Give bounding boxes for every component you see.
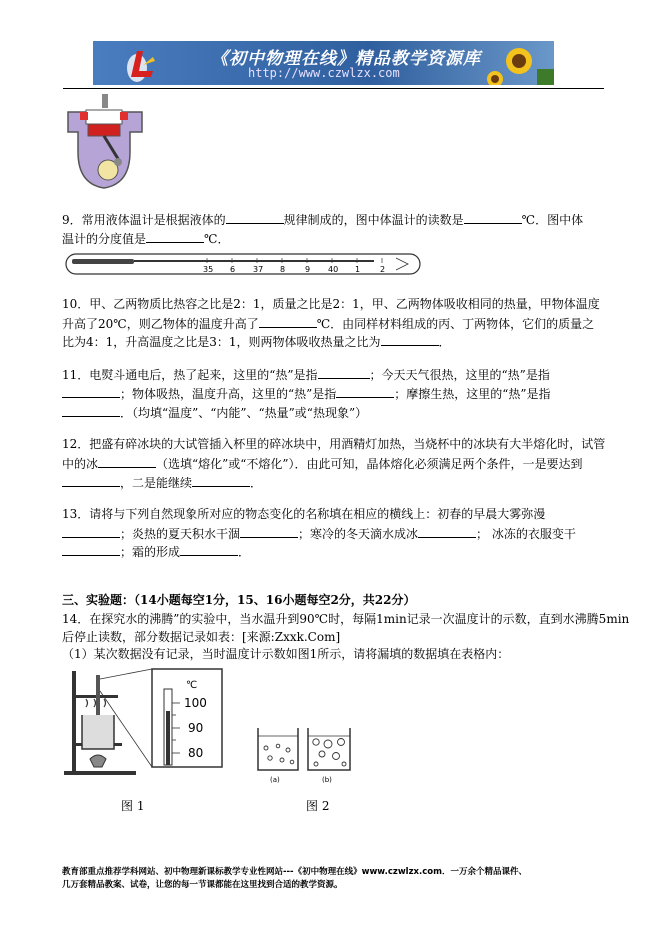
q13-text-b: ；寒冷的冬天滴水成冰 bbox=[298, 527, 419, 541]
q10-text-b: ℃．由同样材料组成的丙、丁两物体，它们的质量之 bbox=[316, 317, 595, 331]
thermo-tick-7: 2 bbox=[380, 265, 386, 274]
q10-line-2 bbox=[62, 315, 594, 332]
beaker-b-label: (b) bbox=[322, 776, 332, 784]
q12-line-1: 12．把盛有碎冰块的大试管插入杯里的碎冰块中，用酒精灯加热，当烧杯中的冰块有大半熔化时，试管 bbox=[62, 437, 606, 451]
q13-text-d: ；霜的形成 bbox=[120, 545, 181, 559]
q13-line-2 bbox=[62, 525, 576, 542]
thermo-tick-1: 6 bbox=[230, 265, 236, 274]
q13-blank-1[interactable] bbox=[62, 525, 120, 538]
q11-line-2 bbox=[62, 385, 551, 402]
footer-line-2: 几万套精品教案、试卷，让您的每一节课都能在这里找到合适的教学资源。 bbox=[62, 880, 343, 890]
thermo-tick-5: 40 bbox=[328, 265, 339, 274]
q9-blank-2[interactable] bbox=[464, 211, 522, 224]
q11-blank-3[interactable] bbox=[336, 385, 394, 398]
q9-text-d: 温计的分度值是 bbox=[62, 232, 147, 246]
q13-text-c: ； 冰冻的衣服变干 bbox=[476, 527, 576, 541]
q11-blank-4[interactable] bbox=[62, 404, 120, 417]
thermo-tick-0: 35 bbox=[203, 265, 214, 274]
q10-line-3 bbox=[62, 333, 451, 350]
q12-text-b: （选填“熔化”或“不熔化”）．由此可知，晶体熔化必须满足两个条件，一是要达到 bbox=[156, 457, 583, 471]
q9-text-e: ℃． bbox=[204, 232, 230, 246]
q9-blank-1[interactable] bbox=[226, 211, 284, 224]
q9-text-c: ℃．图中体 bbox=[521, 213, 584, 227]
q11-text-a: 11．电熨斗通电后，热了起来，这里的“热”是指 bbox=[62, 368, 318, 382]
q9-text-b: 规律制成的，图中体温计的读数是 bbox=[283, 213, 464, 227]
sunflower-icon bbox=[485, 41, 554, 85]
q12-text-d: ． bbox=[250, 476, 263, 490]
q11-blank-1[interactable] bbox=[318, 366, 370, 379]
clinical-thermometer bbox=[62, 250, 424, 278]
q12-text-a: 中的冰 bbox=[62, 457, 99, 471]
q13-line-1: 13．请将与下列自然现象所对应的物态变化的名称填在相应的横线上：初春的早晨大雾弥漫 bbox=[62, 507, 546, 521]
q14-line-2: 后停止读数，部分数据记录如表：[来源:Zxxk.Com] bbox=[62, 630, 341, 644]
thermo-tick-4: 9 bbox=[305, 265, 311, 274]
q11-text-c: ；物体吸热，温度升高，这里的“热”是指 bbox=[120, 387, 337, 401]
q12-blank-3[interactable] bbox=[192, 474, 250, 487]
beaker-a-label: (a) bbox=[270, 776, 280, 784]
q10-line-1: 10．甲、乙两物质比热容之比是2：1，质量之比是2：1，甲、乙两物体吸收相同的热量，甲物体温度 bbox=[62, 297, 600, 311]
footer-line-1: 教育部重点推荐学科网站、初中物理新课标教学专业性网站---《初中物理在线》www.czwlzx.com．一万余个精品课件、 bbox=[62, 867, 527, 877]
q12-blank-1[interactable] bbox=[98, 455, 156, 468]
q13-blank-2[interactable] bbox=[240, 525, 298, 538]
q11-line-1 bbox=[62, 366, 550, 383]
q11-blank-2[interactable] bbox=[62, 385, 120, 398]
q13-blank-3[interactable] bbox=[418, 525, 476, 538]
figure-1-label: 图 1 bbox=[121, 799, 145, 813]
section-3-heading: 三、实验题：（14小题每空1分，15、16小题每空2分，共22分） bbox=[62, 593, 416, 607]
q13-text-a: ；炎热的夏天积水干涸 bbox=[120, 527, 241, 541]
q14-line-3: （1）某次数据没有记录，当时温度计示数如图1所示，请将漏填的数据填在表格内： bbox=[62, 647, 510, 661]
thermo-tick-6: 1 bbox=[355, 265, 361, 274]
q9-blank-3[interactable] bbox=[146, 230, 204, 243]
q10-text-d: ． bbox=[438, 335, 451, 349]
q11-text-d: ；摩擦生热，这里的“热”是指 bbox=[394, 387, 551, 401]
header-rule bbox=[63, 88, 604, 89]
q13-text-e: ． bbox=[238, 545, 251, 559]
q11-text-e: ．（均填“温度”、“内能”、“热量”或“热现象”） bbox=[120, 406, 368, 420]
logo-icon bbox=[123, 47, 159, 81]
q13-line-3 bbox=[62, 543, 250, 560]
figure-2-label: 图 2 bbox=[306, 799, 330, 813]
thermo-tick-3: 8 bbox=[280, 265, 286, 274]
q9-line-1 bbox=[62, 211, 583, 228]
thermo-tick-2: 37 bbox=[253, 265, 264, 274]
gauge-tick-80: 80 bbox=[188, 746, 204, 760]
engine-cylinder-figure bbox=[64, 92, 146, 192]
q12-line-3 bbox=[62, 474, 262, 491]
q10-blank-2[interactable] bbox=[381, 333, 439, 346]
gauge-tick-100: 100 bbox=[184, 696, 207, 710]
beakers-figure bbox=[252, 726, 356, 786]
q13-blank-4[interactable] bbox=[62, 543, 120, 556]
q10-blank-1[interactable] bbox=[259, 315, 317, 328]
q11-line-3 bbox=[62, 404, 367, 421]
q14-line-1: 14．在探究水的沸腾”的实验中，当水温升到90℃时，每隔1min记录一次温度计的示数，直到水沸腾5min bbox=[62, 612, 630, 626]
q12-blank-2[interactable] bbox=[62, 474, 120, 487]
boiling-apparatus-figure bbox=[64, 667, 232, 779]
q10-text-a: 升高了20℃，则乙物体的温度升高了 bbox=[62, 317, 259, 331]
header-banner bbox=[93, 41, 554, 85]
q13-blank-5[interactable] bbox=[180, 543, 238, 556]
q12-text-c: ，二是能继续 bbox=[120, 476, 193, 490]
gauge-unit-label: ℃ bbox=[186, 680, 198, 691]
q9-line-2 bbox=[62, 230, 229, 247]
q9-text-a: 9．常用液体温计是根据液体的 bbox=[62, 213, 226, 227]
q11-text-b: ；今天天气很热，这里的“热”是指 bbox=[369, 368, 550, 382]
banner-title: 《初中物理在线》精品教学资源库 bbox=[211, 49, 481, 69]
q12-line-2 bbox=[62, 455, 583, 472]
q10-text-c: 比为4：1，升高温度之比是3：1，则两物体吸收热量之比为 bbox=[62, 335, 381, 349]
banner-url: http://www.czwlzx.com bbox=[248, 66, 400, 80]
gauge-tick-90: 90 bbox=[188, 721, 204, 735]
